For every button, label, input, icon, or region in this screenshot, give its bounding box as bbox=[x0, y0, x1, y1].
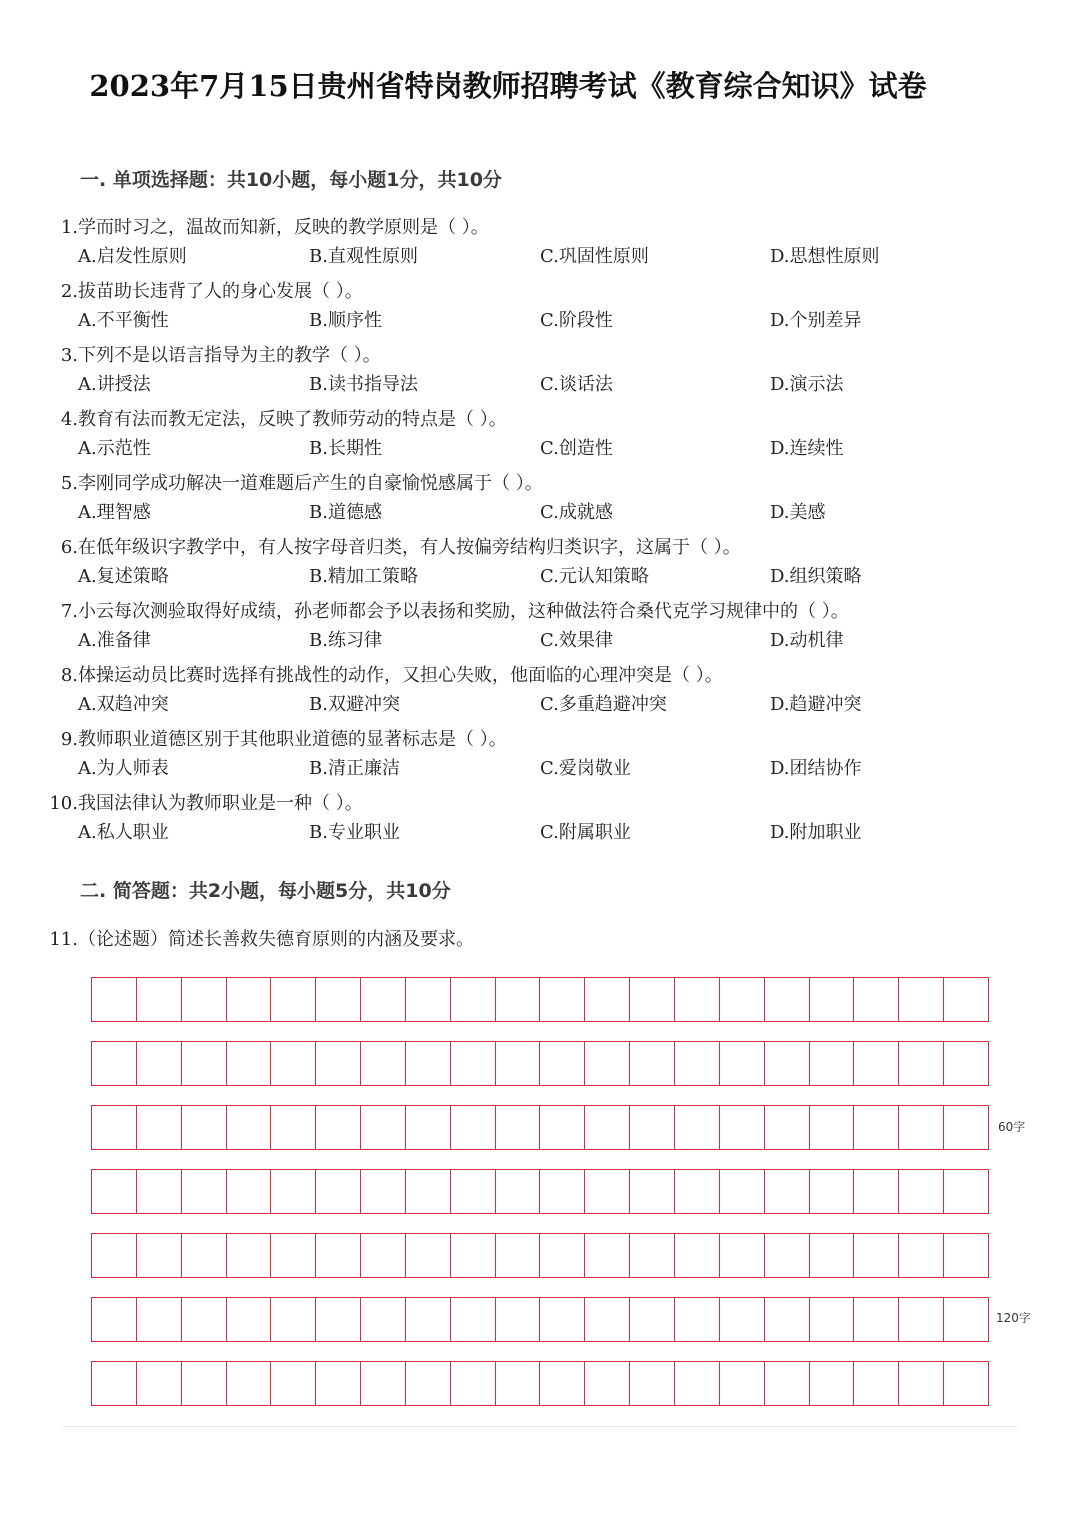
question-text: 李刚同学成功解决一道难题后产生的自豪愉悦感属于（ ）。 bbox=[78, 473, 543, 494]
grid-cell[interactable] bbox=[810, 1362, 855, 1405]
section-heading-single-choice: 一. 单项选择题：共10小题，每小题1分，共10分 bbox=[80, 169, 502, 191]
question-text: 体操运动员比赛时选择有挑战性的动作，又担心失败，他面临的心理冲突是（ ）。 bbox=[78, 665, 723, 686]
option-a[interactable]: A.不平衡性 bbox=[78, 310, 169, 331]
grid-cell[interactable] bbox=[765, 1362, 810, 1405]
grid-cell[interactable] bbox=[137, 1170, 182, 1213]
grid-cell[interactable] bbox=[496, 1106, 541, 1149]
grid-cell[interactable] bbox=[182, 1234, 227, 1277]
grid-cell[interactable] bbox=[675, 1042, 720, 1085]
option-row bbox=[0, 307, 1080, 335]
option-b[interactable]: B.精加工策略 bbox=[309, 566, 418, 587]
word-count-marker-120: 120字 bbox=[996, 1311, 1031, 1325]
grid-cell[interactable] bbox=[899, 1042, 944, 1085]
grid-cell[interactable] bbox=[675, 1234, 720, 1277]
grid-cell[interactable] bbox=[92, 1234, 137, 1277]
option-d[interactable]: D.组织策略 bbox=[770, 566, 862, 587]
grid-cell[interactable] bbox=[182, 1362, 227, 1405]
grid-cell[interactable] bbox=[765, 1298, 810, 1341]
grid-cell[interactable] bbox=[854, 1106, 899, 1149]
grid-cell[interactable] bbox=[316, 1170, 361, 1213]
grid-cell[interactable] bbox=[271, 1362, 316, 1405]
grid-cell[interactable] bbox=[227, 1362, 272, 1405]
grid-cell[interactable] bbox=[765, 978, 810, 1021]
option-b[interactable]: B.清正廉洁 bbox=[309, 758, 400, 779]
grid-cell[interactable] bbox=[227, 1234, 272, 1277]
option-a[interactable]: A.复述策略 bbox=[78, 566, 169, 587]
option-a[interactable]: A.双趋冲突 bbox=[78, 694, 169, 715]
question-number: 2. bbox=[60, 281, 78, 302]
option-c[interactable]: C.爱岗敬业 bbox=[540, 758, 631, 779]
grid-cell[interactable] bbox=[720, 1362, 765, 1405]
grid-cell[interactable] bbox=[899, 1298, 944, 1341]
question-item bbox=[0, 470, 1080, 534]
grid-cell[interactable] bbox=[675, 1106, 720, 1149]
grid-cell[interactable] bbox=[810, 1298, 855, 1341]
grid-cell[interactable] bbox=[675, 978, 720, 1021]
option-b[interactable]: B.双避冲突 bbox=[309, 694, 400, 715]
grid-cell[interactable] bbox=[451, 978, 496, 1021]
question-number: 5. bbox=[60, 473, 78, 494]
grid-cell[interactable] bbox=[854, 1234, 899, 1277]
option-d[interactable]: D.演示法 bbox=[770, 374, 844, 395]
grid-cell[interactable] bbox=[406, 978, 451, 1021]
grid-cell[interactable] bbox=[720, 1234, 765, 1277]
grid-cell[interactable] bbox=[137, 1298, 182, 1341]
question-number: 10. bbox=[49, 793, 78, 814]
question-text: 下列不是以语言指导为主的教学（ ）。 bbox=[78, 345, 381, 366]
grid-cell[interactable] bbox=[361, 978, 406, 1021]
grid-row bbox=[91, 977, 989, 1022]
grid-cell[interactable] bbox=[406, 1042, 451, 1085]
grid-cell[interactable] bbox=[630, 978, 675, 1021]
grid-cell[interactable] bbox=[540, 978, 585, 1021]
option-d[interactable]: D.附加职业 bbox=[770, 822, 862, 843]
option-d[interactable]: D.团结协作 bbox=[770, 758, 862, 779]
grid-cell[interactable] bbox=[540, 1042, 585, 1085]
grid-cell[interactable] bbox=[451, 1106, 496, 1149]
question-item bbox=[0, 278, 1080, 342]
grid-cell[interactable] bbox=[227, 1042, 272, 1085]
grid-cell[interactable] bbox=[585, 1298, 630, 1341]
question-text: （论述题）简述长善救失德育原则的内涵及要求。 bbox=[78, 929, 474, 950]
grid-cell[interactable] bbox=[361, 1234, 406, 1277]
grid-cell[interactable] bbox=[137, 1106, 182, 1149]
grid-cell[interactable] bbox=[854, 1298, 899, 1341]
grid-cell[interactable] bbox=[271, 1042, 316, 1085]
grid-cell[interactable] bbox=[854, 1042, 899, 1085]
grid-cell[interactable] bbox=[316, 1298, 361, 1341]
option-c[interactable]: C.阶段性 bbox=[540, 310, 613, 331]
option-a[interactable]: A.启发性原则 bbox=[78, 246, 187, 267]
grid-cell[interactable] bbox=[899, 1362, 944, 1405]
question-text: 教育有法而教无定法，反映了教师劳动的特点是（ ）。 bbox=[78, 409, 507, 430]
grid-cell[interactable] bbox=[585, 1234, 630, 1277]
grid-cell[interactable] bbox=[137, 1042, 182, 1085]
grid-cell[interactable] bbox=[630, 1234, 675, 1277]
grid-cell[interactable] bbox=[720, 1298, 765, 1341]
grid-cell[interactable] bbox=[944, 1042, 988, 1085]
grid-cell[interactable] bbox=[854, 1362, 899, 1405]
grid-cell[interactable] bbox=[316, 1106, 361, 1149]
word-count-marker-60: 60字 bbox=[998, 1120, 1026, 1134]
grid-cell[interactable] bbox=[540, 1234, 585, 1277]
grid-cell[interactable] bbox=[540, 1170, 585, 1213]
grid-cell[interactable] bbox=[92, 1362, 137, 1405]
grid-cell[interactable] bbox=[92, 1298, 137, 1341]
grid-cell[interactable] bbox=[271, 1234, 316, 1277]
grid-cell[interactable] bbox=[944, 1362, 988, 1405]
grid-cell[interactable] bbox=[630, 1298, 675, 1341]
question-item bbox=[0, 790, 1080, 854]
grid-cell[interactable] bbox=[810, 1234, 855, 1277]
grid-cell[interactable] bbox=[361, 1170, 406, 1213]
question-item bbox=[0, 342, 1080, 406]
option-a[interactable]: A.准备律 bbox=[78, 630, 151, 651]
option-row bbox=[0, 371, 1080, 399]
grid-cell[interactable] bbox=[451, 1298, 496, 1341]
grid-cell[interactable] bbox=[406, 1170, 451, 1213]
grid-cell[interactable] bbox=[765, 1106, 810, 1149]
option-c[interactable]: C.元认知策略 bbox=[540, 566, 649, 587]
question-item bbox=[0, 598, 1080, 662]
grid-cell[interactable] bbox=[316, 1362, 361, 1405]
grid-cell[interactable] bbox=[899, 1234, 944, 1277]
grid-cell[interactable] bbox=[675, 1170, 720, 1213]
option-c[interactable]: C.巩固性原则 bbox=[540, 246, 649, 267]
grid-cell[interactable] bbox=[944, 1170, 988, 1213]
grid-cell[interactable] bbox=[137, 1234, 182, 1277]
grid-cell[interactable] bbox=[765, 1042, 810, 1085]
option-d[interactable]: D.连续性 bbox=[770, 438, 844, 459]
option-row bbox=[0, 563, 1080, 591]
page-title: 2023年7月15日贵州省特岗教师招聘考试《教育综合知识》试卷 bbox=[89, 69, 927, 103]
grid-cell[interactable] bbox=[271, 1170, 316, 1213]
grid-cell[interactable] bbox=[451, 1362, 496, 1405]
option-row bbox=[0, 755, 1080, 783]
grid-cell[interactable] bbox=[92, 1170, 137, 1213]
question-item bbox=[0, 534, 1080, 598]
grid-cell[interactable] bbox=[137, 1362, 182, 1405]
grid-row bbox=[91, 1297, 989, 1342]
option-b[interactable]: B.顺序性 bbox=[309, 310, 382, 331]
question-item bbox=[0, 406, 1080, 470]
grid-cell[interactable] bbox=[182, 1170, 227, 1213]
option-a[interactable]: A.为人师表 bbox=[78, 758, 169, 779]
grid-cell[interactable] bbox=[854, 978, 899, 1021]
option-b[interactable]: B.练习律 bbox=[309, 630, 382, 651]
grid-cell[interactable] bbox=[585, 1042, 630, 1085]
question-number: 4. bbox=[60, 409, 78, 430]
option-c[interactable]: C.创造性 bbox=[540, 438, 613, 459]
option-b[interactable]: B.道德感 bbox=[309, 502, 382, 523]
grid-cell[interactable] bbox=[585, 978, 630, 1021]
grid-cell[interactable] bbox=[92, 1042, 137, 1085]
question-number: 9. bbox=[60, 729, 78, 750]
grid-cell[interactable] bbox=[765, 1234, 810, 1277]
grid-cell[interactable] bbox=[899, 1170, 944, 1213]
section-heading-short-answer: 二. 简答题：共2小题，每小题5分，共10分 bbox=[80, 880, 451, 902]
question-text: 小云每次测验取得好成绩，孙老师都会予以表扬和奖励，这种做法符合桑代克学习规律中的（ ）。 bbox=[78, 601, 849, 622]
option-d[interactable]: D.个别差异 bbox=[770, 310, 862, 331]
grid-cell[interactable] bbox=[316, 978, 361, 1021]
grid-cell[interactable] bbox=[361, 1106, 406, 1149]
grid-cell[interactable] bbox=[540, 1106, 585, 1149]
grid-cell[interactable] bbox=[720, 978, 765, 1021]
question-number: 6. bbox=[60, 537, 78, 558]
grid-cell[interactable] bbox=[630, 1170, 675, 1213]
grid-cell[interactable] bbox=[496, 1234, 541, 1277]
grid-cell[interactable] bbox=[92, 1106, 137, 1149]
grid-cell[interactable] bbox=[271, 1298, 316, 1341]
grid-cell[interactable] bbox=[227, 1298, 272, 1341]
footer-divider bbox=[62, 1426, 1018, 1427]
grid-cell[interactable] bbox=[720, 1042, 765, 1085]
option-d[interactable]: D.趋避冲突 bbox=[770, 694, 862, 715]
grid-cell[interactable] bbox=[271, 978, 316, 1021]
grid-cell[interactable] bbox=[451, 1234, 496, 1277]
option-row bbox=[0, 243, 1080, 271]
grid-cell[interactable] bbox=[227, 1170, 272, 1213]
grid-cell[interactable] bbox=[496, 1362, 541, 1405]
question-number: 11. bbox=[49, 929, 78, 950]
grid-cell[interactable] bbox=[944, 978, 988, 1021]
option-row bbox=[0, 691, 1080, 719]
grid-cell[interactable] bbox=[92, 978, 137, 1021]
option-b[interactable]: B.直观性原则 bbox=[309, 246, 418, 267]
option-c[interactable]: C.效果律 bbox=[540, 630, 613, 651]
option-row bbox=[0, 499, 1080, 527]
question-item bbox=[0, 214, 1080, 278]
grid-cell[interactable] bbox=[182, 1106, 227, 1149]
grid-cell[interactable] bbox=[899, 978, 944, 1021]
option-c[interactable]: C.谈话法 bbox=[540, 374, 613, 395]
grid-cell[interactable] bbox=[227, 978, 272, 1021]
option-a[interactable]: A.私人职业 bbox=[78, 822, 169, 843]
grid-cell[interactable] bbox=[585, 1362, 630, 1405]
question-text: 教师职业道德区别于其他职业道德的显著标志是（ ）。 bbox=[78, 729, 507, 750]
grid-cell[interactable] bbox=[182, 1298, 227, 1341]
grid-row bbox=[91, 1233, 989, 1278]
grid-cell[interactable] bbox=[406, 1362, 451, 1405]
grid-cell[interactable] bbox=[899, 1106, 944, 1149]
grid-cell[interactable] bbox=[720, 1106, 765, 1149]
option-row bbox=[0, 627, 1080, 655]
question-text: 在低年级识字教学中，有人按字母音归类，有人按偏旁结构归类识字，这属于（ ）。 bbox=[78, 537, 741, 558]
option-a[interactable]: A.理智感 bbox=[78, 502, 151, 523]
option-c[interactable]: C.附属职业 bbox=[540, 822, 631, 843]
question-item bbox=[0, 726, 1080, 790]
grid-cell[interactable] bbox=[810, 1106, 855, 1149]
option-d[interactable]: D.美感 bbox=[770, 502, 826, 523]
grid-cell[interactable] bbox=[765, 1170, 810, 1213]
grid-cell[interactable] bbox=[810, 978, 855, 1021]
grid-cell[interactable] bbox=[451, 1042, 496, 1085]
grid-cell[interactable] bbox=[675, 1362, 720, 1405]
grid-cell[interactable] bbox=[361, 1362, 406, 1405]
grid-cell[interactable] bbox=[316, 1042, 361, 1085]
grid-cell[interactable] bbox=[810, 1170, 855, 1213]
grid-cell[interactable] bbox=[361, 1298, 406, 1341]
question-number: 3. bbox=[60, 345, 78, 366]
grid-cell[interactable] bbox=[496, 978, 541, 1021]
question-number: 8. bbox=[60, 665, 78, 686]
option-d[interactable]: D.思想性原则 bbox=[770, 246, 880, 267]
grid-cell[interactable] bbox=[227, 1106, 272, 1149]
grid-cell[interactable] bbox=[406, 1106, 451, 1149]
grid-cell[interactable] bbox=[496, 1298, 541, 1341]
grid-cell[interactable] bbox=[944, 1106, 988, 1149]
grid-row bbox=[91, 1105, 989, 1150]
grid-cell[interactable] bbox=[630, 1362, 675, 1405]
grid-cell[interactable] bbox=[720, 1170, 765, 1213]
question-list bbox=[0, 214, 1080, 854]
grid-cell[interactable] bbox=[585, 1106, 630, 1149]
grid-cell[interactable] bbox=[496, 1170, 541, 1213]
question-text: 学而时习之，温故而知新，反映的教学原则是（ ）。 bbox=[78, 217, 489, 238]
option-a[interactable]: A.讲授法 bbox=[78, 374, 151, 395]
grid-cell[interactable] bbox=[854, 1170, 899, 1213]
grid-cell[interactable] bbox=[271, 1106, 316, 1149]
question-text: 我国法律认为教师职业是一种（ ）。 bbox=[78, 793, 363, 814]
option-b[interactable]: B.长期性 bbox=[309, 438, 382, 459]
grid-cell[interactable] bbox=[540, 1298, 585, 1341]
grid-cell[interactable] bbox=[496, 1042, 541, 1085]
question-item bbox=[0, 662, 1080, 726]
grid-row bbox=[91, 1169, 989, 1214]
grid-cell[interactable] bbox=[810, 1042, 855, 1085]
grid-cell[interactable] bbox=[406, 1234, 451, 1277]
question-number: 1. bbox=[60, 217, 78, 238]
grid-cell[interactable] bbox=[361, 1042, 406, 1085]
option-a[interactable]: A.示范性 bbox=[78, 438, 151, 459]
option-d[interactable]: D.动机律 bbox=[770, 630, 844, 651]
grid-cell[interactable] bbox=[944, 1234, 988, 1277]
option-b[interactable]: B.专业职业 bbox=[309, 822, 400, 843]
grid-cell[interactable] bbox=[630, 1042, 675, 1085]
grid-cell[interactable] bbox=[630, 1106, 675, 1149]
grid-row bbox=[91, 1361, 989, 1406]
grid-cell[interactable] bbox=[406, 1298, 451, 1341]
option-row bbox=[0, 435, 1080, 463]
option-c[interactable]: C.多重趋避冲突 bbox=[540, 694, 667, 715]
question-text: 拔苗助长违背了人的身心发展（ ）。 bbox=[78, 281, 363, 302]
grid-cell[interactable] bbox=[182, 978, 227, 1021]
option-b[interactable]: B.读书指导法 bbox=[309, 374, 418, 395]
option-row bbox=[0, 819, 1080, 847]
option-c[interactable]: C.成就感 bbox=[540, 502, 613, 523]
grid-row bbox=[91, 1041, 989, 1086]
grid-cell[interactable] bbox=[451, 1170, 496, 1213]
grid-cell[interactable] bbox=[182, 1042, 227, 1085]
grid-cell[interactable] bbox=[585, 1170, 630, 1213]
grid-cell[interactable] bbox=[137, 978, 182, 1021]
grid-cell[interactable] bbox=[316, 1234, 361, 1277]
grid-cell[interactable] bbox=[944, 1298, 988, 1341]
grid-cell[interactable] bbox=[540, 1362, 585, 1405]
grid-cell[interactable] bbox=[675, 1298, 720, 1341]
question-number: 7. bbox=[60, 601, 78, 622]
